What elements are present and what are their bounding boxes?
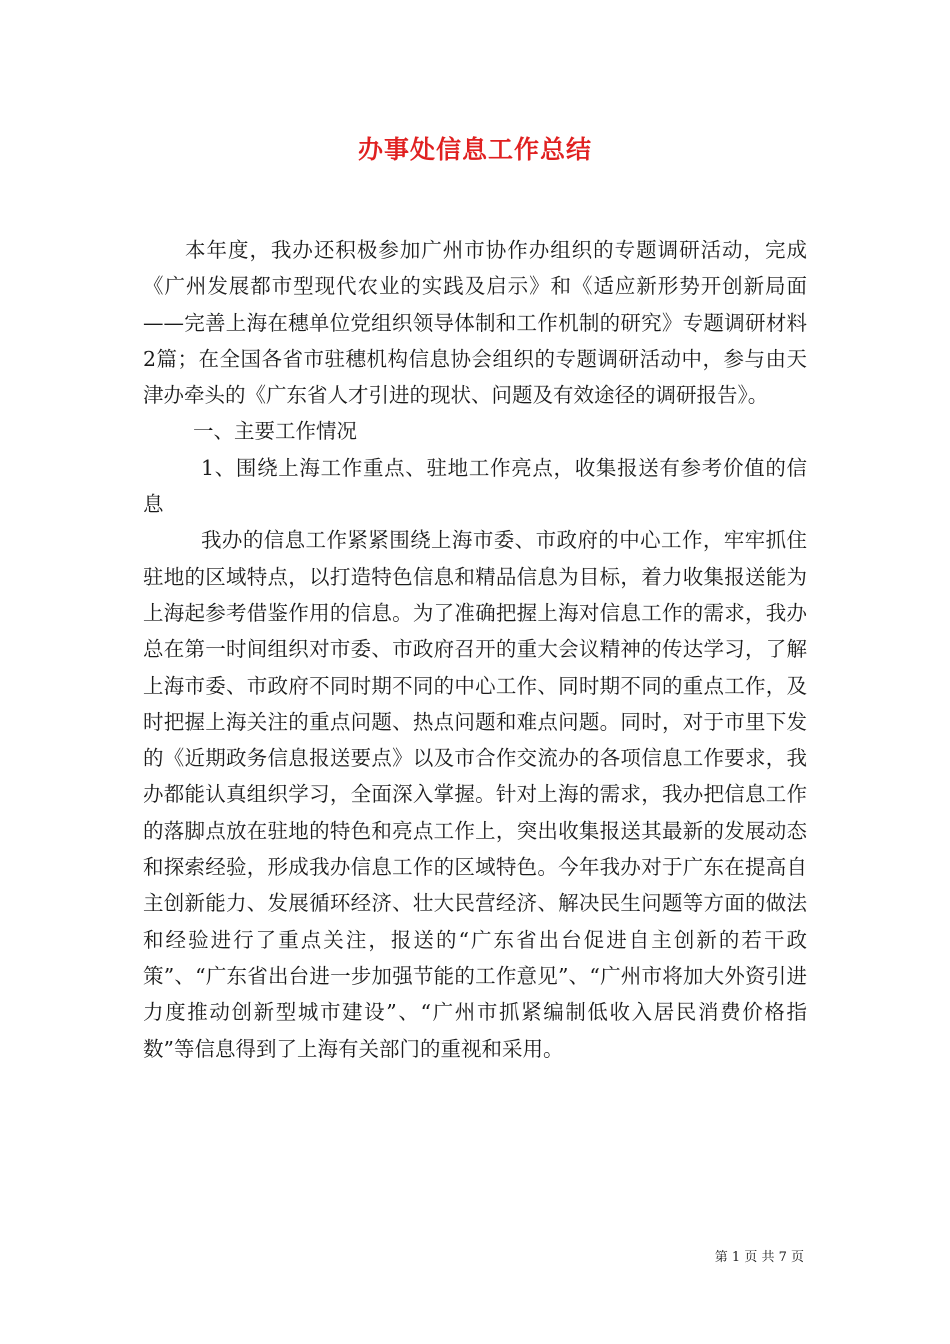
document-body	[143, 232, 807, 1067]
paragraph-main: 我办的信息工作紧紧围绕上海市委、市政府的中心工作，牢牢抓住驻地的区域特点，以打造特色信息和精品信息为目标，着力收集报送能为上海起参考借鉴作用的信息。为了准确把握上海对信息工作的需求，我办总在第一时间组织对市委、市政府召开的重大会议精神的传达学习，了解上海市委、市政府不同时期不同的中心工作、同时期不同的重点工作，及时把握上海关注的重点问题、热点问题和难点问题。同时，对于市里下发的《近期政务信息报送要点》以及市合作交流办的各项信息工作要求，我办都能认真组织学习，全面深入掌握。针对上海的需求，我办把信息工作的落脚点放在驻地的特色和亮点工作上，突出收集报送其最新的发展动态和探索经验，形成我办信息工作的区域特色。今年我办对于广东在提高自主创新能力、发展循环经济、壮大民营经济、解决民生问题等方面的做法和经验进行了重点关注，报送的“广东省出台促进自主创新的若干政策”、“广东省出台进一步加强节能的工作意见”、“广州市将加大外资引进力度推动创新型城市建设”、“广州市抓紧编制低收入居民消费价格指数”等信息得到了上海有关部门的重视和采用。	[143, 528, 807, 1061]
section-heading: 一、主要工作情况	[193, 419, 357, 444]
paragraph-intro: 本年度，我办还积极参加广州市协作办组织的专题调研活动，完成《广州发展都市型现代农业的实践及启示》和《适应新形势开创新局面——完善上海在穗单位党组织领导体制和工作机制的研究》专题调研材料2篇；在全国各省市驻穗机构信息协会组织的专题调研活动中，参与由天津办牵头的《广东省人才引进的现状、问题及有效途径的调研报告》。	[143, 238, 807, 408]
page-number: 第 1 页 共 7 页	[714, 1250, 804, 1265]
subsection-heading: 1、围绕上海工作重点、驻地工作亮点，收集报送有参考价值的信息	[143, 455, 807, 517]
document-title: 办事处信息工作总结	[357, 135, 592, 164]
